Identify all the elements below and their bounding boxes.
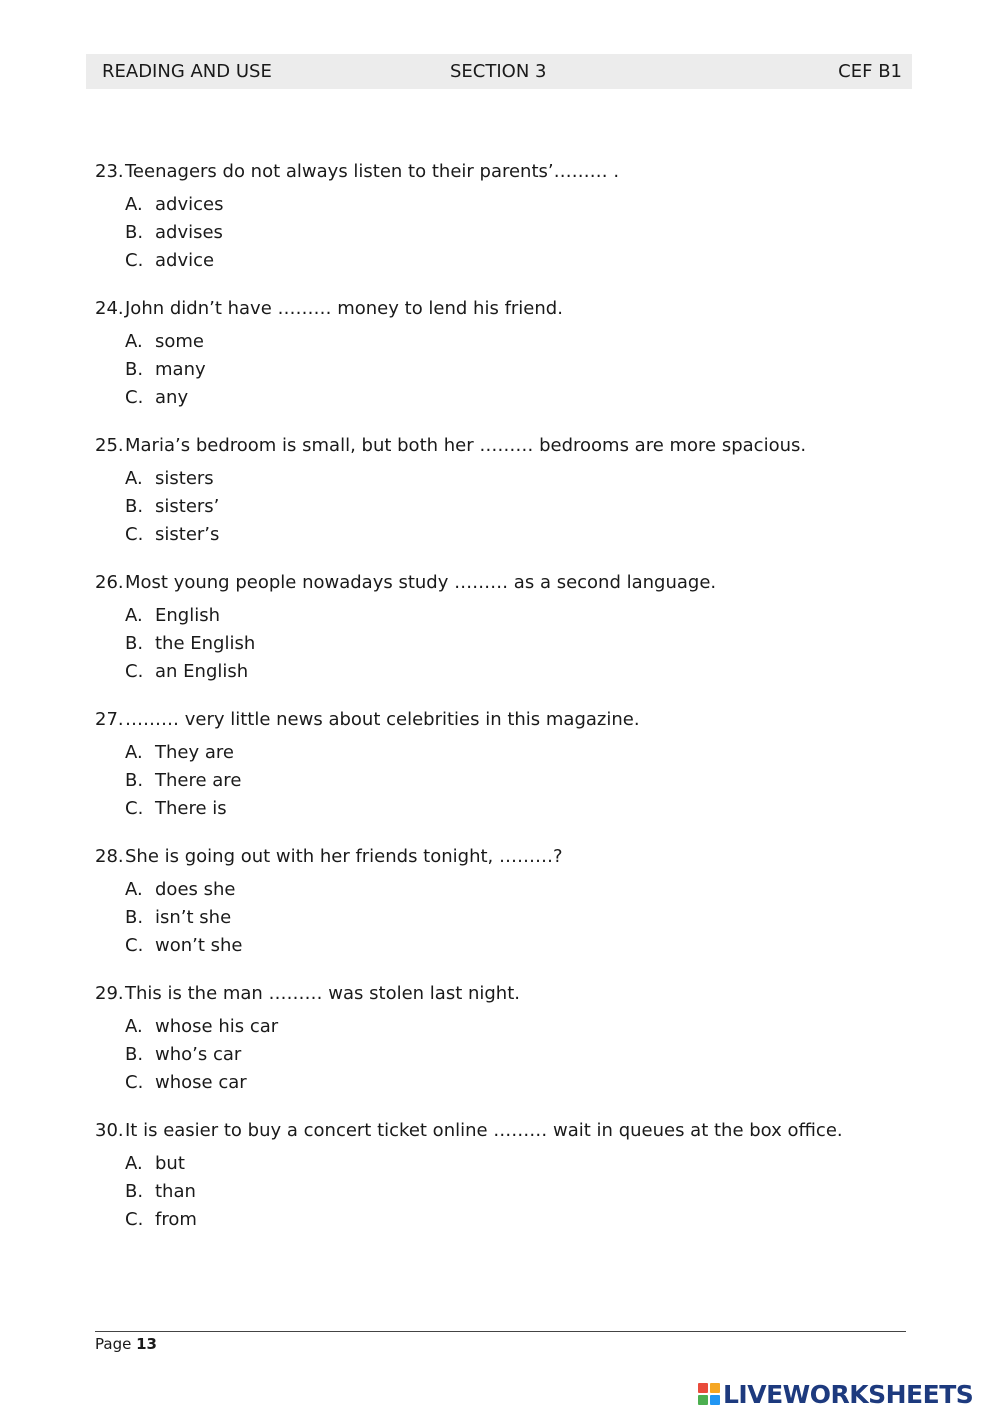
option-letter: C.	[125, 798, 144, 819]
option-text: They are	[155, 742, 234, 763]
question-text: It is easier to buy a concert ticket online ……… wait in queues at the box office.	[125, 1120, 843, 1141]
question-29	[95, 983, 915, 1100]
question-27	[95, 709, 915, 826]
answer-option-c[interactable]	[95, 524, 915, 552]
answer-option-a[interactable]	[95, 742, 915, 770]
question-25	[95, 435, 915, 552]
question-number: 23.	[95, 161, 124, 182]
header-level: CEF B1	[838, 61, 902, 82]
option-letter: A.	[125, 742, 143, 763]
liveworksheets-brand	[698, 1379, 973, 1409]
question-text: She is going out with her friends tonight, ………?	[125, 846, 563, 867]
option-text: advises	[155, 222, 223, 243]
answer-option-c[interactable]	[95, 250, 915, 278]
option-text: sisters	[155, 468, 214, 489]
question-23	[95, 161, 915, 278]
option-text: from	[155, 1209, 197, 1230]
option-text: than	[155, 1181, 196, 1202]
answer-option-c[interactable]	[95, 935, 915, 963]
option-text: advices	[155, 194, 224, 215]
option-text: some	[155, 331, 204, 352]
answer-option-c[interactable]	[95, 387, 915, 415]
answer-option-b[interactable]	[95, 359, 915, 387]
option-letter: B.	[125, 222, 144, 243]
answer-option-c[interactable]	[95, 1209, 915, 1237]
answer-options	[95, 1016, 915, 1100]
answer-options	[95, 879, 915, 963]
option-text: whose car	[155, 1072, 247, 1093]
answer-option-b[interactable]	[95, 496, 915, 524]
option-text: many	[155, 359, 206, 380]
page-label: Page	[95, 1335, 132, 1353]
option-letter: C.	[125, 935, 144, 956]
page-number: 13	[136, 1335, 157, 1353]
option-letter: B.	[125, 1044, 144, 1065]
answer-option-a[interactable]	[95, 879, 915, 907]
question-text: Maria’s bedroom is small, but both her ……… bedrooms are more spacious.	[125, 435, 807, 456]
answer-option-a[interactable]	[95, 194, 915, 222]
option-letter: A.	[125, 331, 143, 352]
option-letter: B.	[125, 770, 144, 791]
option-text: an English	[155, 661, 249, 682]
question-24	[95, 298, 915, 415]
option-text: the English	[155, 633, 256, 654]
answer-options	[95, 605, 915, 689]
option-letter: A.	[125, 1153, 143, 1174]
option-letter: A.	[125, 605, 143, 626]
footer-divider	[95, 1331, 906, 1332]
option-letter: C.	[125, 524, 144, 545]
logo-square-green	[698, 1395, 708, 1405]
option-letter: C.	[125, 1072, 144, 1093]
page-header	[86, 54, 912, 89]
answer-options	[95, 468, 915, 552]
option-text: English	[155, 605, 220, 626]
answer-option-b[interactable]	[95, 222, 915, 250]
answer-option-a[interactable]	[95, 468, 915, 496]
question-28	[95, 846, 915, 963]
option-text: There is	[155, 798, 227, 819]
question-text: This is the man ……… was stolen last night.	[125, 983, 520, 1004]
option-letter: C.	[125, 250, 144, 271]
option-text: There are	[155, 770, 242, 791]
question-number: 29.	[95, 983, 124, 1004]
answer-option-c[interactable]	[95, 661, 915, 689]
option-text: does she	[155, 879, 236, 900]
answer-options	[95, 742, 915, 826]
answer-option-b[interactable]	[95, 907, 915, 935]
answer-option-c[interactable]	[95, 798, 915, 826]
answer-option-a[interactable]	[95, 1153, 915, 1181]
page-footer	[95, 1335, 157, 1353]
question-number: 26.	[95, 572, 124, 593]
answer-options	[95, 331, 915, 415]
option-letter: B.	[125, 496, 144, 517]
option-text: won’t she	[155, 935, 243, 956]
question-30	[95, 1120, 915, 1237]
answer-option-b[interactable]	[95, 770, 915, 798]
logo-square-orange	[710, 1383, 720, 1393]
answer-option-b[interactable]	[95, 633, 915, 661]
option-text: who’s car	[155, 1044, 242, 1065]
option-letter: A.	[125, 194, 143, 215]
question-text: John didn’t have ……… money to lend his friend.	[125, 298, 563, 319]
option-text: sister’s	[155, 524, 220, 545]
question-number: 30.	[95, 1120, 124, 1141]
option-text: whose his car	[155, 1016, 279, 1037]
question-text: Most young people nowadays study ……… as a second language.	[125, 572, 717, 593]
logo-square-blue	[710, 1395, 720, 1405]
answer-option-b[interactable]	[95, 1181, 915, 1209]
option-text: but	[155, 1153, 185, 1174]
option-letter: C.	[125, 387, 144, 408]
question-number: 28.	[95, 846, 124, 867]
option-letter: B.	[125, 907, 144, 928]
question-text: Teenagers do not always listen to their parents’……… .	[125, 161, 620, 182]
option-text: isn’t she	[155, 907, 232, 928]
liveworksheets-logo-icon	[698, 1383, 720, 1405]
answer-options	[95, 194, 915, 278]
header-section-number: SECTION 3	[450, 61, 547, 82]
logo-square-red	[698, 1383, 708, 1393]
brand-name: LIVEWORKSHEETS	[723, 1379, 974, 1409]
question-number: 27.	[95, 709, 124, 730]
answer-option-b[interactable]	[95, 1044, 915, 1072]
option-letter: C.	[125, 661, 144, 682]
option-letter: A.	[125, 1016, 143, 1037]
answer-option-a[interactable]	[95, 331, 915, 359]
question-number: 25.	[95, 435, 124, 456]
option-text: advice	[155, 250, 215, 271]
option-text: sisters’	[155, 496, 220, 517]
option-letter: A.	[125, 468, 143, 489]
answer-option-a[interactable]	[95, 605, 915, 633]
header-section-title: READING AND USE	[102, 61, 272, 82]
option-letter: B.	[125, 359, 144, 380]
answer-option-a[interactable]	[95, 1016, 915, 1044]
question-text: ……… very little news about celebrities in this magazine.	[125, 709, 640, 730]
option-text: any	[155, 387, 189, 408]
option-letter: A.	[125, 879, 143, 900]
option-letter: B.	[125, 633, 144, 654]
option-letter: C.	[125, 1209, 144, 1230]
answer-options	[95, 1153, 915, 1237]
answer-option-c[interactable]	[95, 1072, 915, 1100]
question-26	[95, 572, 915, 689]
question-number: 24.	[95, 298, 124, 319]
option-letter: B.	[125, 1181, 144, 1202]
